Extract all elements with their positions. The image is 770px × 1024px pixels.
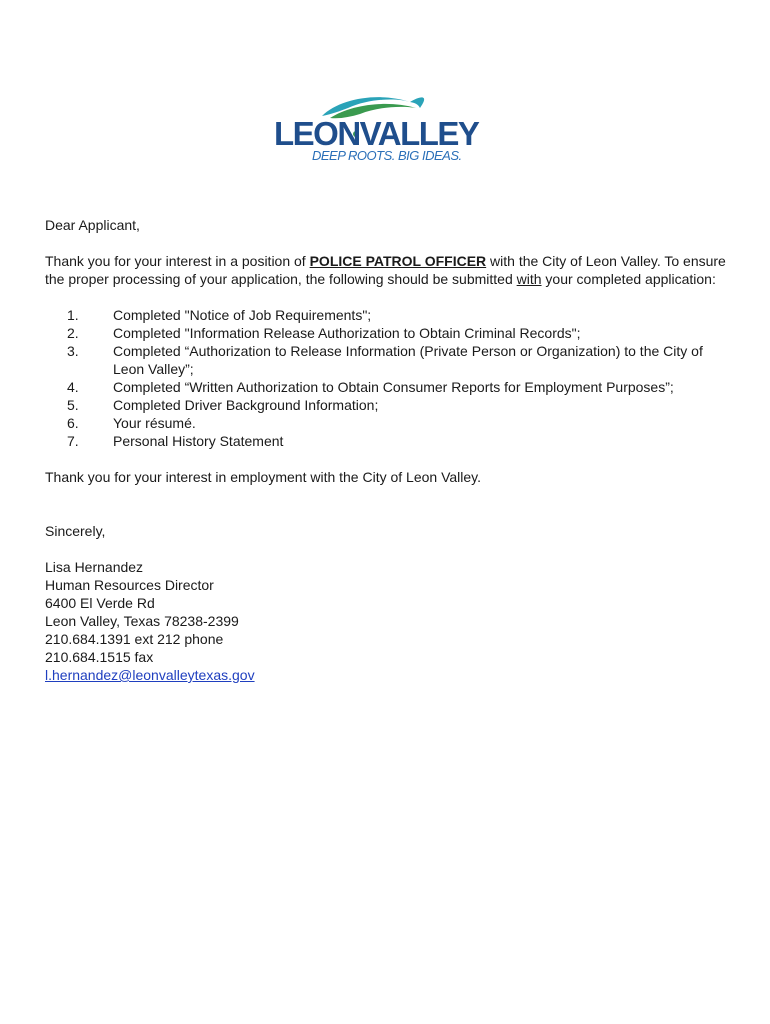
signer-title: Human Resources Director: [45, 577, 214, 593]
list-item-number: 5.: [67, 397, 79, 413]
signature-block: [45, 558, 735, 684]
logo-swoosh-tip: [410, 97, 424, 108]
logo-tagline: DEEP ROOTS. BIG IDEAS.: [312, 148, 462, 163]
intro-text-end: your completed application:: [541, 271, 716, 287]
closing: Sincerely,: [45, 523, 106, 539]
list-item-number: 6.: [67, 415, 79, 431]
list-item-number: 2.: [67, 325, 79, 341]
list-item-number: 1.: [67, 307, 79, 323]
email-link[interactable]: l.hernandez@leonvalleytexas.gov: [45, 667, 255, 683]
intro-text-start: Thank you for your interest in a position of: [45, 253, 310, 269]
list-item-text: Completed Driver Background Information;: [113, 397, 379, 413]
requirements-list: [45, 306, 735, 450]
address-line-2: Leon Valley, Texas 78238-2399: [45, 613, 239, 629]
list-item: [45, 378, 735, 396]
list-item: [45, 432, 735, 450]
signer-name: Lisa Hernandez: [45, 559, 144, 575]
list-item-text: Completed “Written Authorization to Obtain Consumer Reports for Employment Purposes”;: [113, 379, 674, 395]
thanks-paragraph: Thank you for your interest in employment with the City of Leon Valley.: [45, 469, 482, 485]
address-line-1: 6400 El Verde Rd: [45, 595, 155, 611]
position-title: POLICE PATROL OFFICER: [309, 253, 487, 269]
list-item: [45, 414, 735, 432]
logo-name: LEONVALLEY: [274, 115, 479, 152]
list-item-text: Completed “Authorization to Release Information (Private Person or Organization) to the City of Leon Valley”;: [113, 343, 703, 377]
list-item-text: Completed "Notice of Job Requirements";: [113, 307, 372, 323]
list-item-text: Your résumé.: [113, 415, 196, 431]
phone-number: 210.684.1391 ext 212 phone: [45, 631, 224, 647]
leon-valley-logo-graphic: [270, 92, 506, 164]
list-item-number: 4.: [67, 379, 79, 395]
intro-with-emphasis: with: [516, 271, 542, 287]
list-item: [45, 396, 735, 414]
letter-body: [45, 216, 735, 684]
fax-number: 210.684.1515 fax: [45, 649, 154, 665]
list-item: [45, 306, 735, 324]
list-item: [45, 342, 735, 378]
list-item: [45, 324, 735, 342]
list-item-number: 3.: [67, 343, 79, 359]
leon-valley-logo: [270, 92, 506, 164]
intro-paragraph: [45, 252, 735, 288]
list-item-number: 7.: [67, 433, 79, 449]
list-item-text: Completed "Information Release Authorization to Obtain Criminal Records";: [113, 325, 581, 341]
salutation: Dear Applicant,: [45, 217, 140, 233]
intro-text-middle: with the City of Leon Valley. To ensure the proper processing of your application, the following should be submitted: [45, 253, 726, 287]
list-item-text: Personal History Statement: [113, 433, 284, 449]
